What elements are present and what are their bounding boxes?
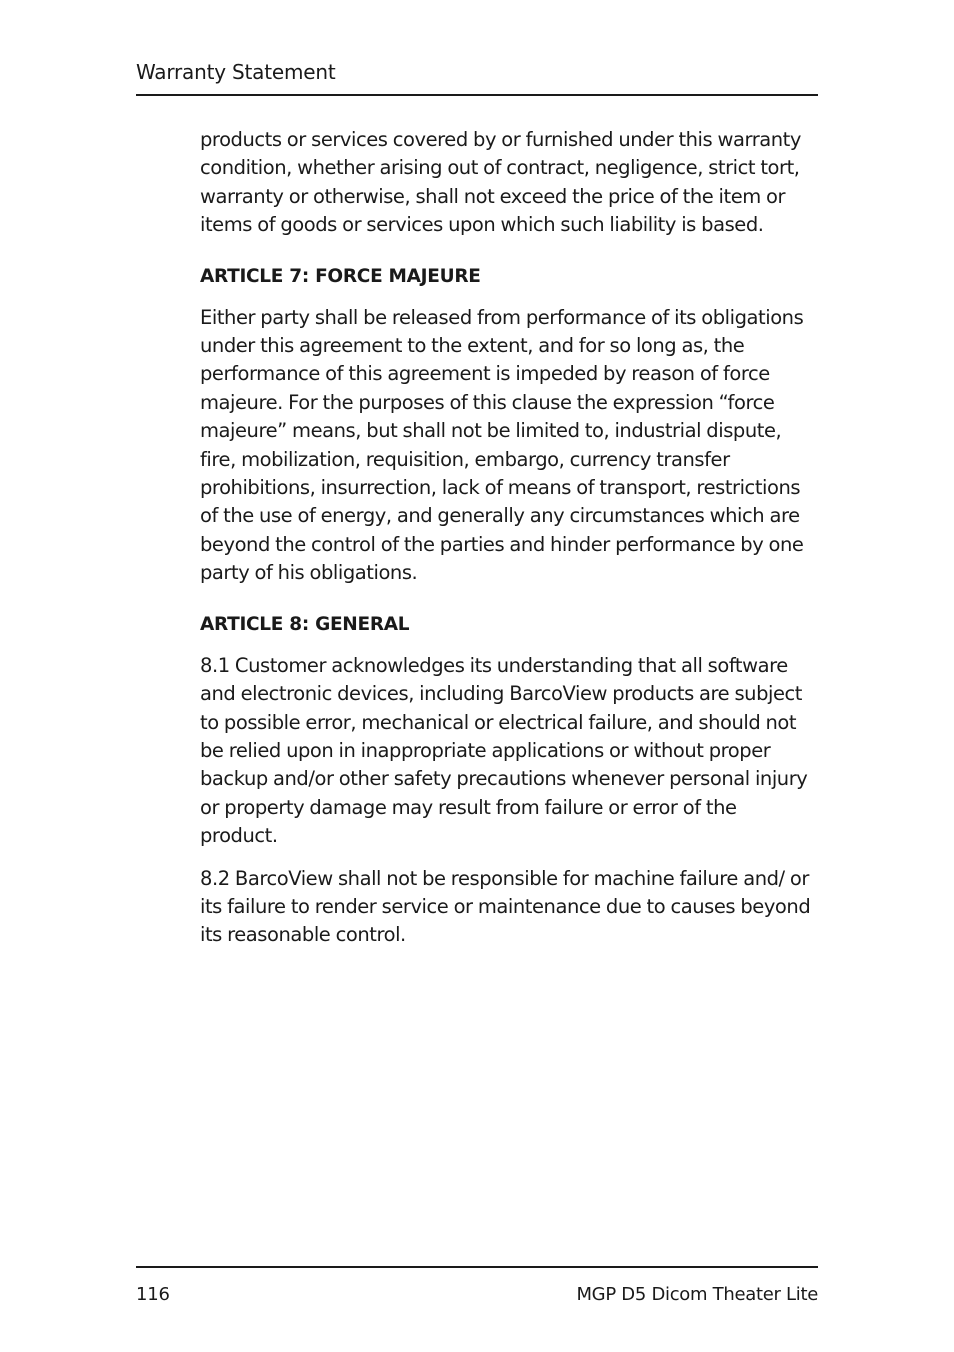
intro-paragraph: products or services covered by or furnished under this warranty condition, whether arising out of contract, negligence, strict tort, warranty or otherwise, shall not exceed the price of the item or items of goods or services upon which such liability is based. [200, 128, 801, 237]
article-8-1-paragraph: 8.1 Customer acknowledges its understanding that all software and electronic devices, including BarcoView products are subject to possible error, mechanical or electrical failure, and should not be relied upon in inappropriate applications or without proper backup and/or other safety precautions whenever personal injury or property damage may result from failure or error of the product. [200, 653, 808, 848]
article-7-heading: ARTICLE 7: FORCE MAJEURE [200, 265, 481, 287]
header-title: Warranty Statement [136, 60, 336, 84]
product-name: MGP D5 Dicom Theater Lite [576, 1284, 818, 1305]
article-8-heading: ARTICLE 8: GENERAL [200, 613, 410, 635]
page-header [136, 58, 818, 96]
article-8-2-paragraph: 8.2 BarcoView shall not be responsible for machine failure and/ or its failure to render service or maintenance due to causes beyond its reasonable control. [200, 866, 811, 947]
document-body [200, 126, 818, 964]
article-7-paragraph: Either party shall be released from performance of its obligations under this agreement to the extent, and for so long as, the performance of this agreement is impeded by reason of force majeure. For the purposes of this clause the expression “force majeure” means, but shall not be limited to, industrial dispute, fire, mobilization, requisition, embargo, currency transfer prohibitions, insurrection, lack of means of transport, restrictions of the use of energy, and generally any circumstances which are beyond the control of the parties and hinder performance by one party of his obligations. [200, 305, 804, 585]
page-number: 116 [136, 1284, 170, 1305]
page-footer [136, 1266, 818, 1308]
